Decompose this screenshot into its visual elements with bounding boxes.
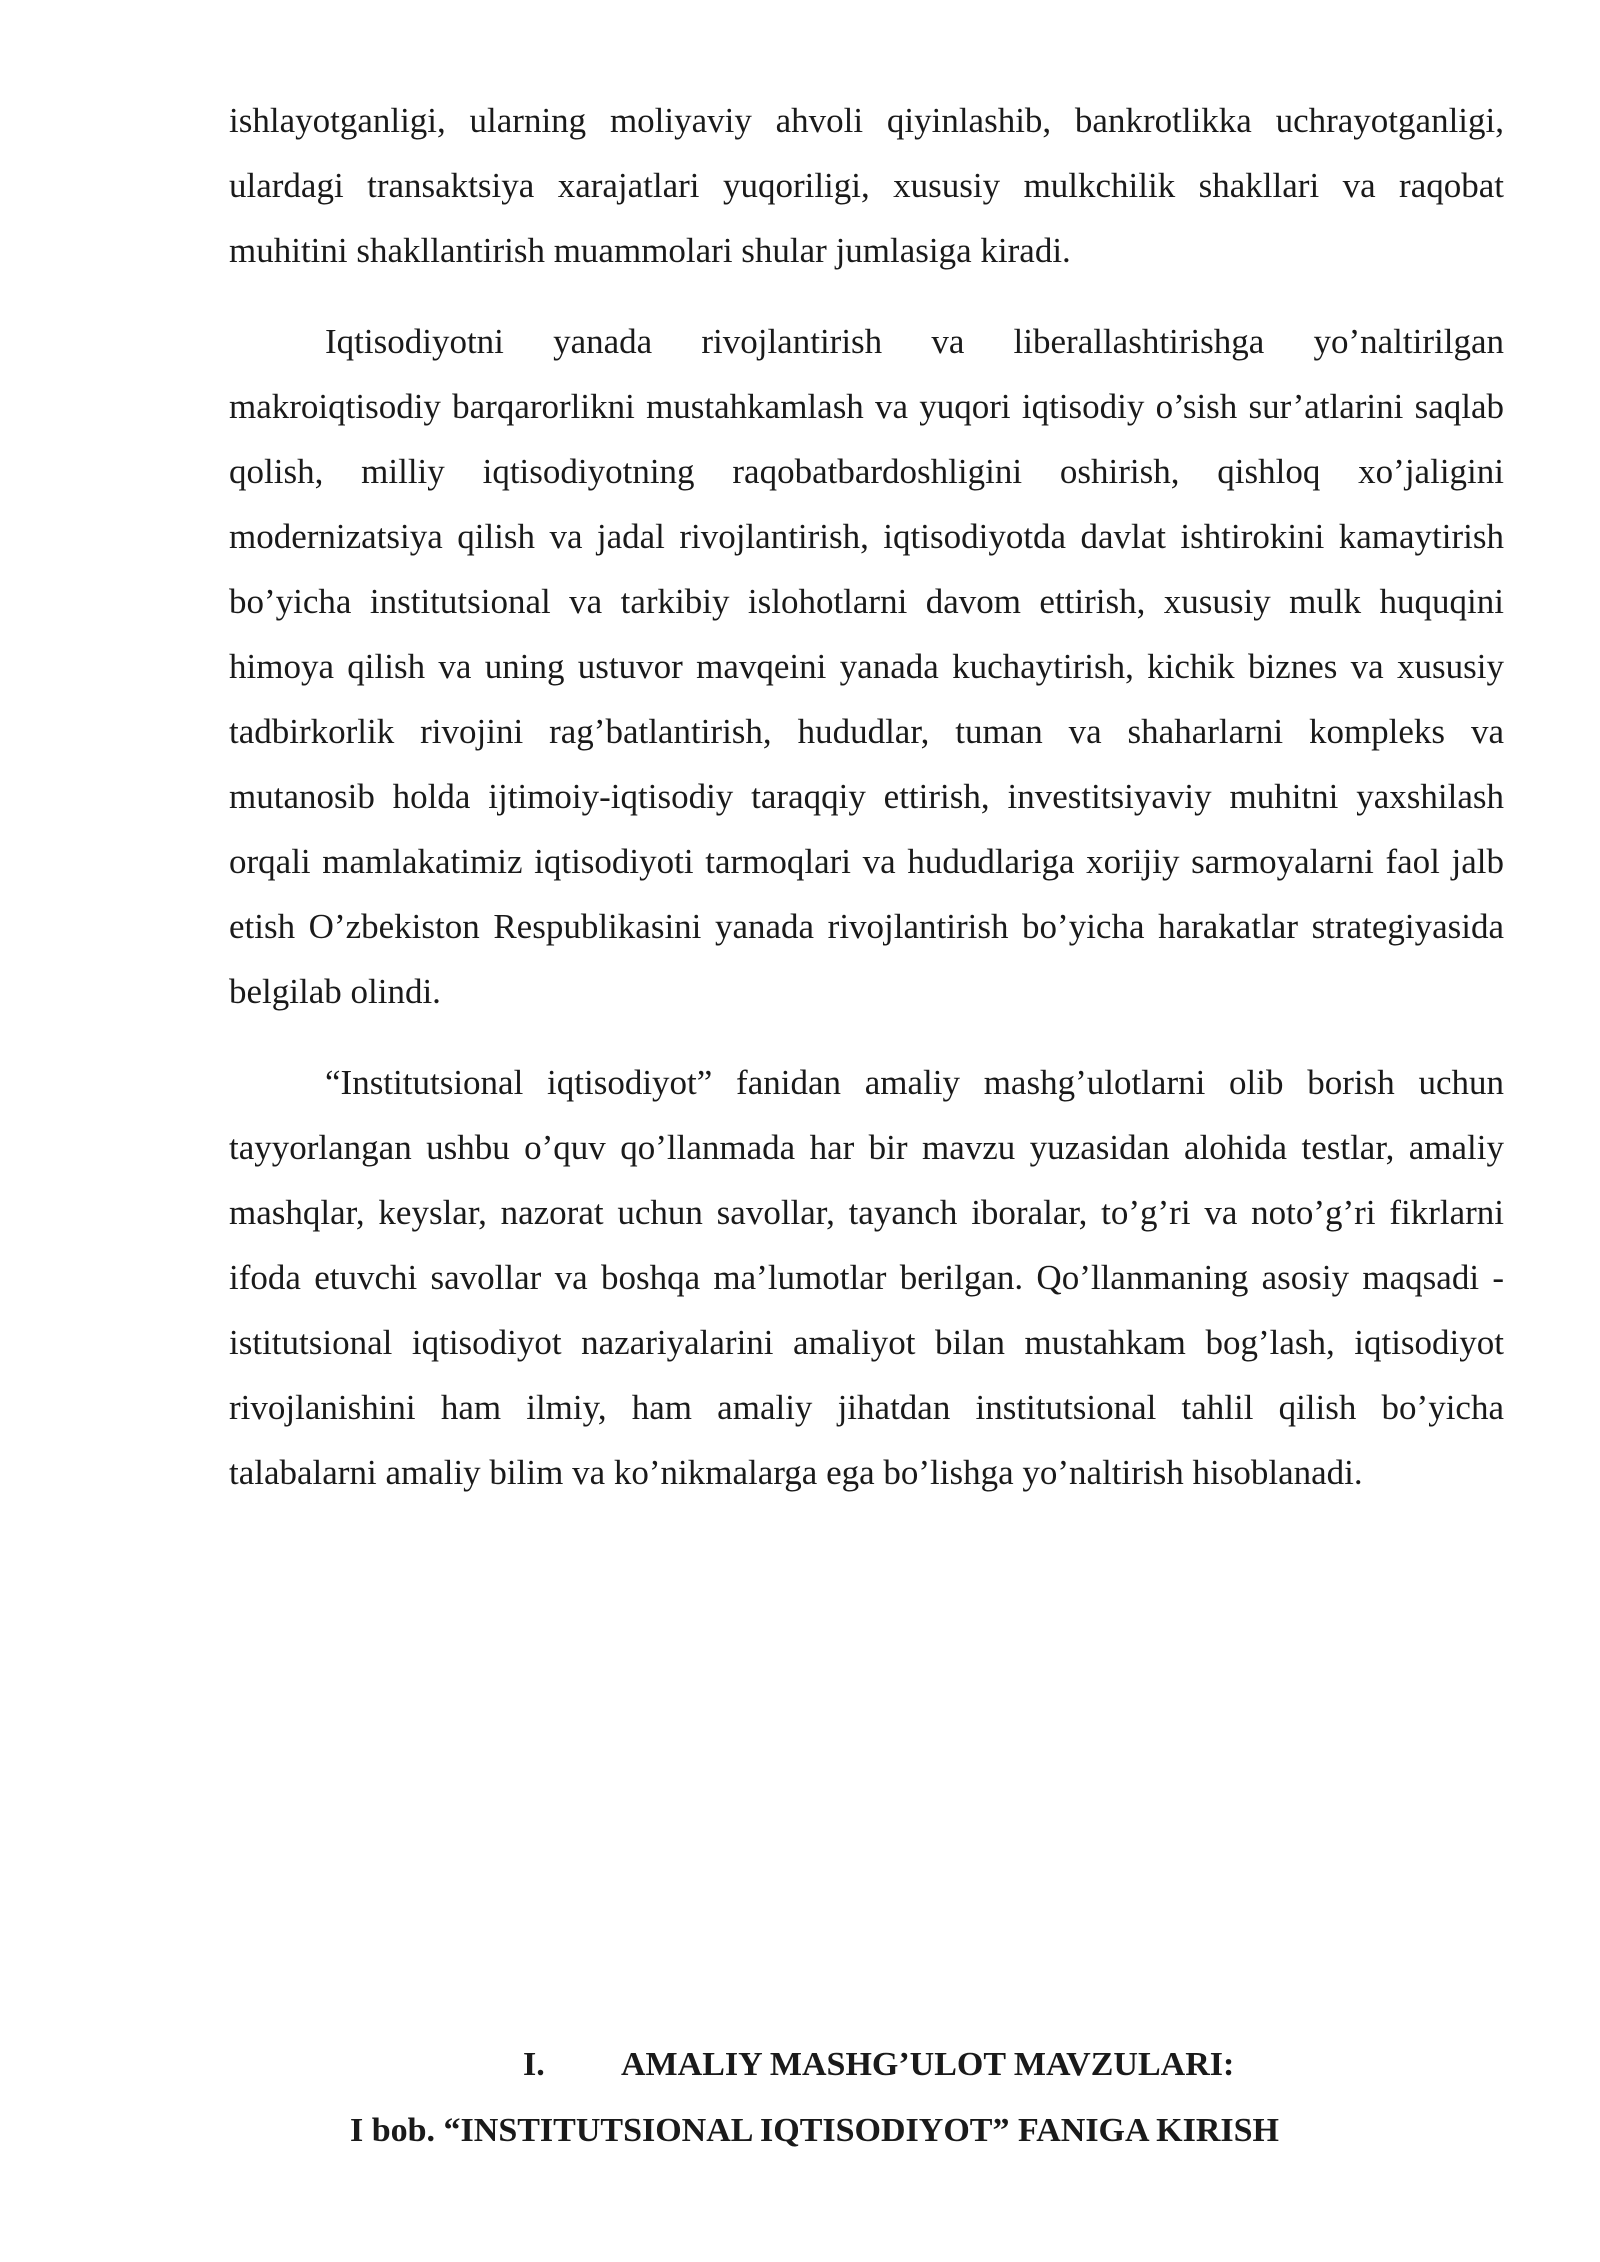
document-body [229, 88, 1504, 1505]
chapter-title: I bob. “INSTITUTSIONAL IQTISODIYOT” FANIGA KIRISH [350, 2112, 1279, 2149]
paragraph-3: “Institutsional iqtisodiyot” fanidan amaliy mashg’ulotlarni olib borish uchun tayyorlangan ushbu o’quv qo’llanmada har bir mavzu yuzasidan alohida testlar, amaliy mashqlar, keyslar, nazorat uchun savollar, tayanch iboralar, to’g’ri va noto’g’ri fikrlarni ifoda etuvchi savollar va boshqa ma’lumotlar berilgan. Qo’llanmaning asosiy maqsadi - istitutsional iqtisodiyot nazariyalarini amaliyot bilan mustahkam bog’lash, iqtisodiyot rivojlanishini ham ilmiy, ham amaliy jihatdan institutsional tahlil qilish bo’yicha talabalarni amaliy bilim va ko’nikmalarga ega bo’lishga yo’naltirish hisoblanadi. [229, 1063, 1504, 1492]
section-title: AMALIY MASHG’ULOT MAVZULARI: [621, 2046, 1235, 2083]
section-heading [229, 2032, 1504, 2164]
section-number: I. [523, 2046, 545, 2083]
section-title-line [229, 2032, 1504, 2098]
paragraph-1: ishlayotganligi, ularning moliyaviy ahvoli qiyinlashib, bankrotlikka uchrayotganligi, ulardagi transaktsiya xarajatlari yuqoriligi, xususiy mulkchilik shakllari va raqobat muhitini shakllantirish muammolari shular jumlasiga kiradi. [229, 101, 1504, 270]
paragraph-2: Iqtisodiyotni yanada rivojlantirish va liberallashtirishga yo’naltirilgan makroiqtisodiy barqarorlikni mustahkamlash va yuqori iqtisodiy o’sish sur’atlarini saqlab qolish, milliy iqtisodiyotning raqobatbardoshligini oshirish, qishloq xo’jaligini modernizatsiya qilish va jadal rivojlantirish, iqtisodiyotda davlat ishtirokini kamaytirish bo’yicha institutsional va tarkibiy islohotlarni davom ettirish, xususiy mulk huquqini himoya qilish va uning ustuvor mavqeini yanada kuchaytirish, kichik biznes va xususiy tadbirkorlik rivojini rag’batlantirish, hududlar, tuman va shaharlarni kompleks va mutanosib holda ijtimoiy-iqtisodiy taraqqiy ettirish, investitsiyaviy muhitni yaxshilash orqali mamlakatimiz iqtisodiyoti tarmoqlari va hududlariga xorijiy sarmoyalarni faol jalb etish O’zbekiston Respublikasini yanada rivojlantirish bo’yicha harakatlar strategiyasida belgilab olindi. [229, 322, 1504, 1011]
chapter-title-line [229, 2098, 1504, 2164]
